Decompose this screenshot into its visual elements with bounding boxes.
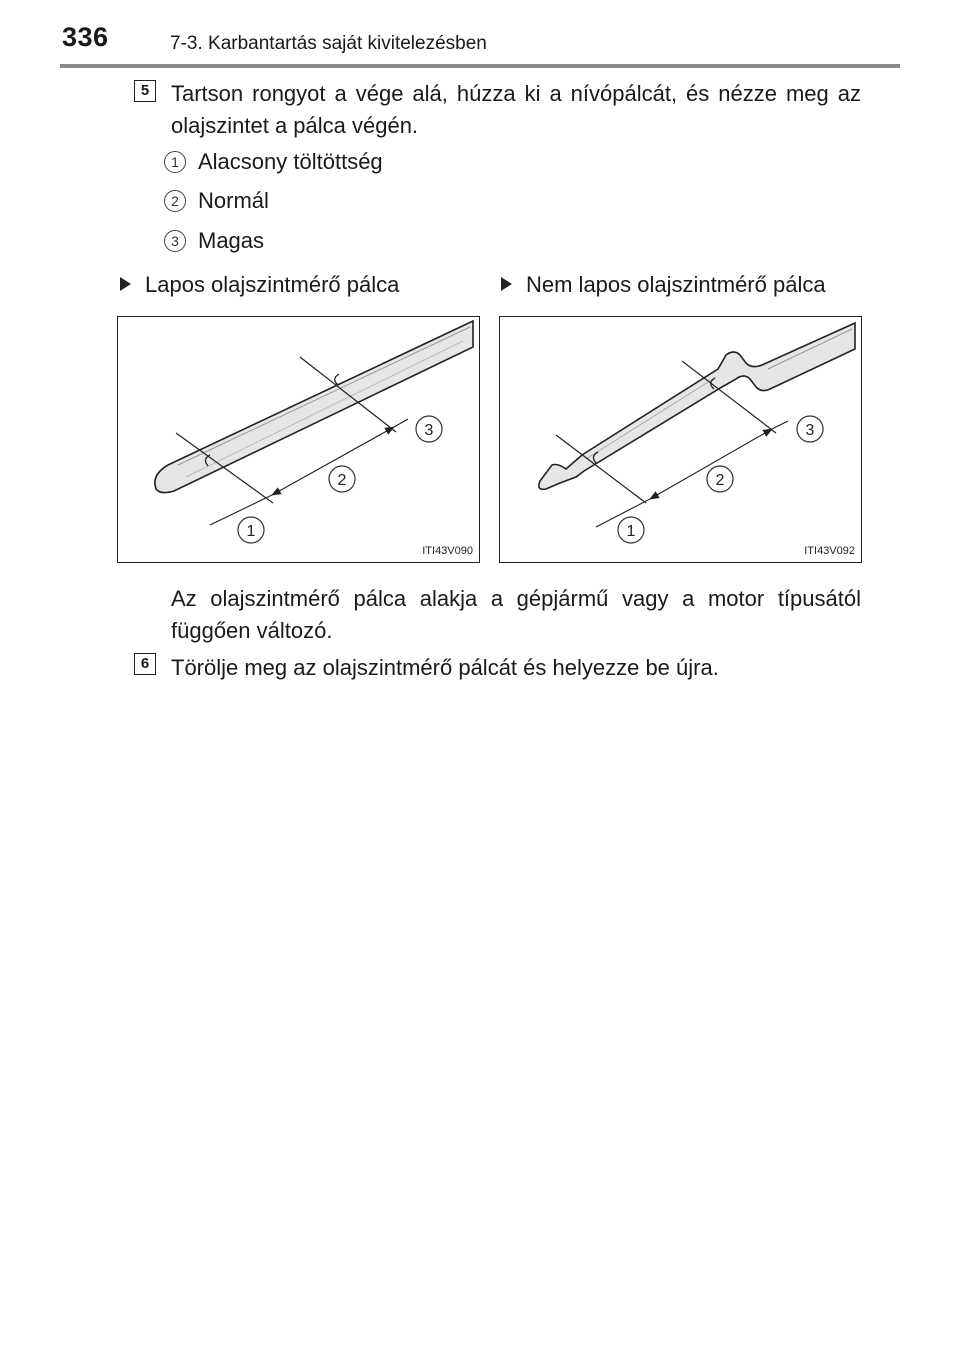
- level-label: Magas: [198, 228, 265, 253]
- level-item-high: [164, 226, 264, 256]
- section-title: 7-3. Karbantartás saját kivitelezésben: [170, 33, 487, 54]
- step-number-5: 5: [134, 80, 156, 102]
- step-5-text: Tartson rongyot a vége alá, húzza ki a nívópálcát, és nézze meg az olajszintet a pálca végén.: [171, 81, 861, 138]
- callout-3: 3: [805, 422, 815, 439]
- step-number-6: 6: [134, 653, 156, 675]
- callout-2: 2: [337, 472, 347, 489]
- figure-non-flat-dipstick: [499, 316, 862, 563]
- level-number: 1: [164, 151, 186, 173]
- shape-note: Az olajszintmérő pálca alakja a gépjármű vagy a motor típusától függően változó.: [171, 586, 861, 643]
- callout-2: 2: [715, 472, 725, 489]
- triangle-bullet-icon: [120, 277, 131, 291]
- figure-code: ITI43V092: [804, 545, 855, 557]
- figure-caption-flat: [120, 270, 399, 300]
- figure-code: ITI43V090: [422, 545, 473, 557]
- header-rule: [60, 64, 900, 68]
- figure-caption-non-flat: [501, 270, 826, 300]
- level-label: Alacsony töltöttség: [198, 149, 383, 174]
- step-6-text: Törölje meg az olajszintmérő pálcát és helyezze be újra.: [171, 655, 719, 680]
- non-flat-dipstick-illustration: [500, 317, 860, 561]
- level-label: Normál: [198, 188, 269, 213]
- figure-caption-text: Nem lapos olajszintmérő pálca: [526, 272, 826, 297]
- level-item-normal: [164, 186, 269, 216]
- level-number: 3: [164, 230, 186, 252]
- level-number: 2: [164, 190, 186, 212]
- figure-flat-dipstick: [117, 316, 480, 563]
- triangle-bullet-icon: [501, 277, 512, 291]
- page-number: 336: [62, 22, 109, 52]
- level-item-low: [164, 147, 383, 177]
- callout-1: 1: [626, 523, 636, 540]
- callout-1: 1: [246, 523, 256, 540]
- flat-dipstick-illustration: [118, 317, 478, 561]
- callout-3: 3: [424, 422, 434, 439]
- figure-caption-text: Lapos olajszintmérő pálca: [145, 272, 400, 297]
